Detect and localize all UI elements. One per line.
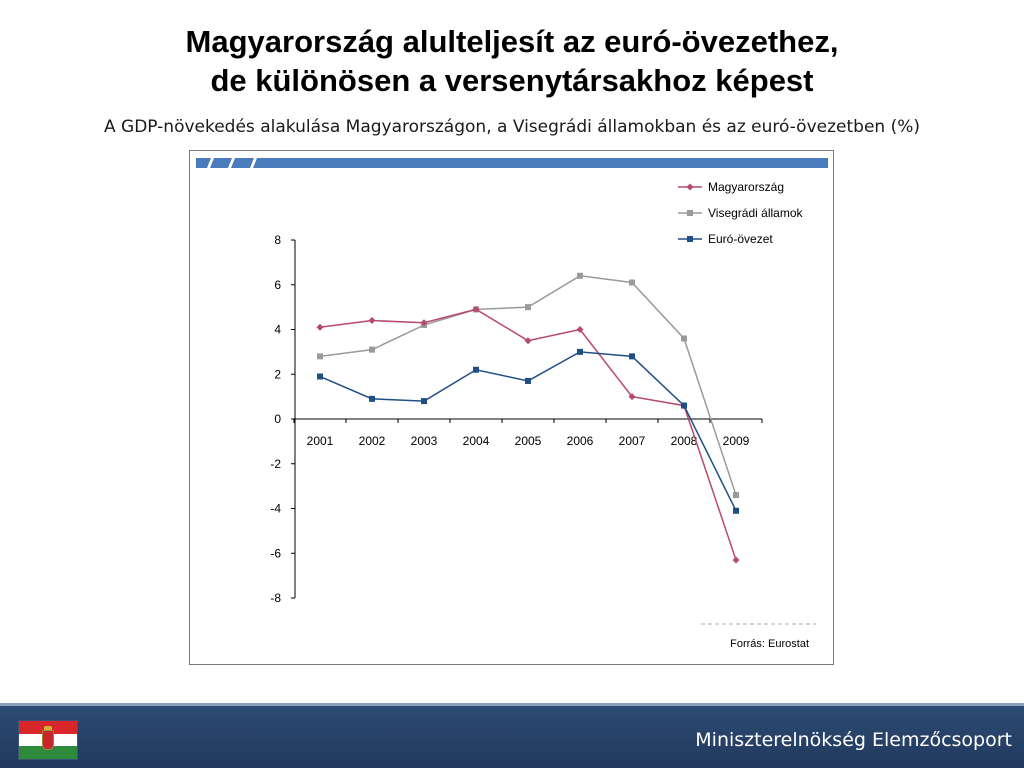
y-tick-label: -8 <box>270 591 281 605</box>
data-point <box>629 353 635 359</box>
footer-bar <box>0 703 1024 768</box>
chart-header-bar <box>196 158 828 168</box>
x-tick-label: 2009 <box>722 434 750 448</box>
data-point <box>629 280 635 286</box>
y-tick-label: -4 <box>270 501 281 516</box>
y-tick-label: 4 <box>274 322 281 337</box>
legend-swatch-marker <box>687 184 694 191</box>
legend-label: Magyarország <box>708 180 785 194</box>
title-line-1: Magyarország alulteljesít az euró-övezethez, <box>185 24 839 59</box>
x-tick-label: 2005 <box>514 434 542 448</box>
chart-legend <box>678 180 803 246</box>
legend-label: Euró-övezet <box>708 232 773 246</box>
legend-label: Visegrádi államok <box>708 206 803 220</box>
x-tick-label: 2004 <box>462 434 490 448</box>
data-point <box>733 492 739 498</box>
x-tick-label: 2001 <box>306 434 334 448</box>
data-point <box>525 304 531 310</box>
chart-subtitle: A GDP-növekedés alakulása Magyarországon, a Visegrádi államokban és az euró-övezetben (%) <box>103 117 921 137</box>
footer-organization: Miniszterelnökség Elemzőcsoport <box>695 729 1012 751</box>
x-tick-label: 2007 <box>618 434 646 448</box>
data-point <box>369 396 375 402</box>
chart-panel <box>189 150 834 665</box>
data-point <box>681 403 687 409</box>
data-point <box>733 508 739 514</box>
x-tick-label: 2003 <box>410 434 438 448</box>
series-line <box>320 352 736 511</box>
y-tick-label: 0 <box>274 412 281 426</box>
data-point <box>525 337 532 344</box>
data-point <box>525 378 531 384</box>
data-point <box>733 556 740 563</box>
data-point <box>421 398 427 404</box>
x-tick-label: 2008 <box>670 434 698 448</box>
data-point <box>369 347 375 353</box>
data-point <box>577 273 583 279</box>
chart-series <box>317 273 740 564</box>
y-tick-label: -2 <box>270 456 281 471</box>
legend-swatch-marker <box>687 236 693 242</box>
data-point <box>317 353 323 359</box>
gdp-line-chart <box>190 151 833 664</box>
source-note: Forrás: Eurostat <box>730 638 809 650</box>
hungarian-flag-icon <box>18 720 78 760</box>
y-tick-label: -6 <box>270 546 281 561</box>
y-tick-label: 8 <box>274 233 281 247</box>
data-point <box>681 335 687 341</box>
data-point <box>369 317 376 324</box>
legend-swatch-marker <box>687 210 693 216</box>
y-tick-label: 2 <box>274 367 281 382</box>
x-tick-label: 2006 <box>566 434 594 448</box>
data-point <box>577 349 583 355</box>
y-tick-label: 6 <box>274 277 281 292</box>
data-point <box>317 373 323 379</box>
title-line-2: de különösen a versenytársakhoz képest <box>210 63 814 98</box>
page-title <box>0 22 1024 100</box>
x-tick-label: 2002 <box>358 434 386 448</box>
data-point <box>473 367 479 373</box>
data-point <box>317 324 324 331</box>
